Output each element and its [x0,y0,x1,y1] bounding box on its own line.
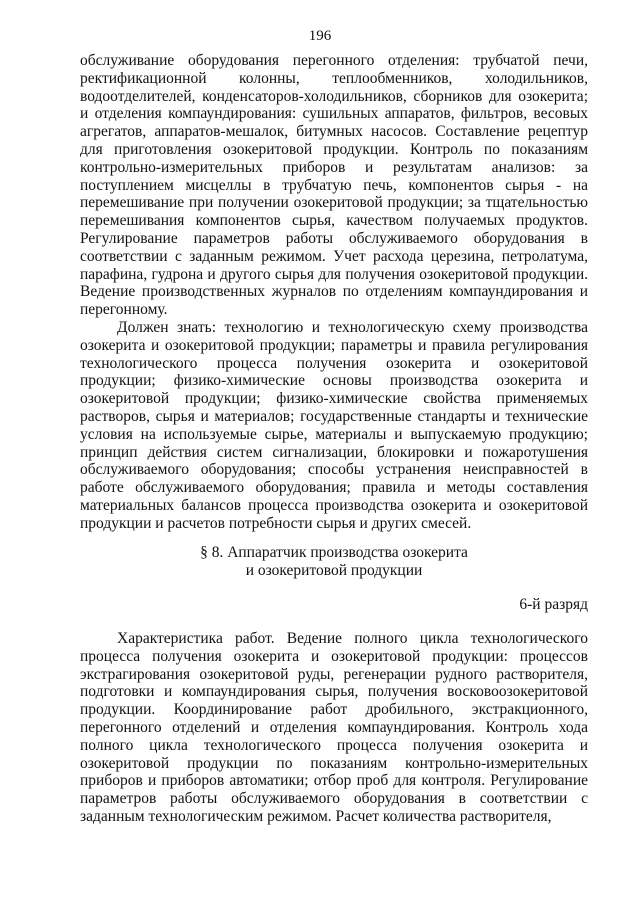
rank-label: 6-й разряд [519,596,588,613]
work-characteristic-paragraph: Характеристика работ. Ведение полного цикла технологического процесса получения озокерита и озокеритовой продукции: процессов экстрагирования озокеритовой руды, регенерации рудного растворителя, подготовки и компаундирования сырья, получения восковоозокеритовой продукции. Координирование работ дробильного, экстракционного, перегонного отделений и отделения компаундирования. Контроль хода полного цикла технологического процесса получения озокерита и озокеритовой продукции по показаниям контрольно-измерительных приборов и приборов автоматики; отбор проб для контроля. Регулирование параметров работы обслуживаемого оборудования в соответствии с заданным технологическим режимом. Расчет количества растворителя, [80,630,588,825]
duties-text-block [80,52,588,533]
section-heading [80,544,588,580]
must-know-paragraph: Должен знать: технологию и технологическую схему производства озокерита и озокеритовой продукции; параметры и правила регулирования технологического процесса получения озокерита и озокеритовой продукции; физико-химические основы производства озокерита и озокеритовой продукции; физико-химические свойства применяемых растворов, сырья и материалов; государственные стандарты и технические условия на используемые сырье, материалы и выпускаемую продукцию; принцип действия систем сигнализации, блокировки и пожаротушения обслуживаемого оборудования; способы устранения неисправностей в работе обслуживаемого оборудования; правила и методы составления материальных балансов процесса производства озокерита и озокеритовой продукции и расчетов потребности сырья и других смесей. [80,318,588,532]
page-number: 196 [308,28,332,44]
section-title-line-2: и озокеритовой продукции [245,562,423,579]
section-title-line-1: § 8. Аппаратчик производства озокерита [200,544,468,561]
continued-paragraph: обслуживание оборудования перегонного отделения: трубчатой печи, ректификационной колонны, теплообменников, холодильников, водоотделителей, конденсаторов-холодильников, сборников для озокерита; и отделения компаундирования: сушильных аппаратов, фильтров, весовых агрегатов, аппаратов-мешалок, битумных насосов. Составление рецептур для приготовления озокеритовой продукции. Контроль по показаниям контрольно-измерительных приборов и результатам анализов: за поступлением мисцеллы в трубчатую печь, компонентов сырья - на перемешивание при получении озокеритовой продукции; за тщательностью перемешивания компонентов сырья, качеством получаемых продуктов. Регулирование параметров работы обслуживаемого оборудования в соответствии с заданным режимом. Учет расхода церезина, петролатума, парафина, гудрона и другого сырья для получения озокеритовой продукции. Ведение производственных журналов по отделениям компаундирования и перегонному. [80,52,588,319]
work-characteristic-block [80,630,588,826]
